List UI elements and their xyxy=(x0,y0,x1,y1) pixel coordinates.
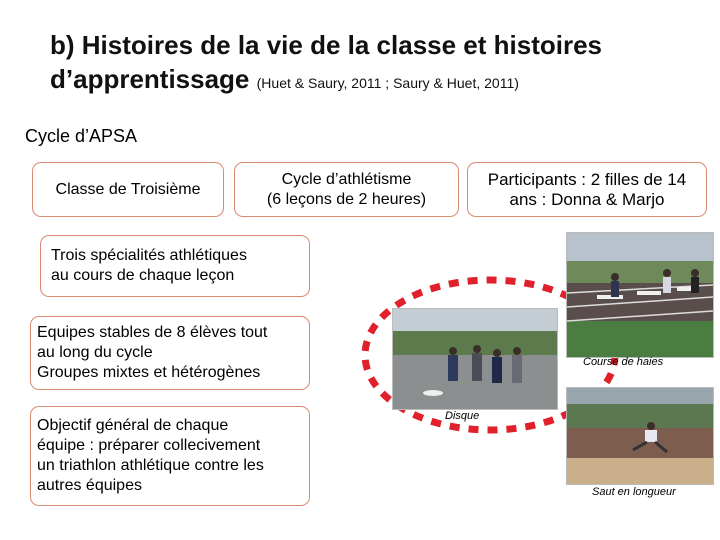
objectif-box xyxy=(30,406,310,506)
equipes-box xyxy=(30,316,310,390)
discus-photo xyxy=(392,308,558,410)
slide-title xyxy=(50,28,710,100)
participants-box xyxy=(467,162,707,217)
objectif-line-1: Objectif général de chaque xyxy=(37,417,229,434)
long-jump-photo xyxy=(566,387,714,485)
objectif-line-4: autres équipes xyxy=(37,477,142,494)
specialites-line-1: Trois spécialités athlétiques xyxy=(51,247,247,264)
participants-line-1: Participants : 2 filles de 14 xyxy=(487,169,687,189)
section-heading: Cycle d’APSA xyxy=(25,126,138,146)
cycle-text xyxy=(267,170,426,210)
hurdles-photo xyxy=(566,232,714,358)
title-line-1: b) Histoires de la vie de la classe et histoires xyxy=(50,30,603,60)
cycle-line-1: Cycle d’athlétisme xyxy=(281,170,412,188)
title-line-2-text: d’apprentissage xyxy=(50,64,250,94)
equipes-line-1: Equipes stables de 8 élèves tout xyxy=(37,324,268,341)
classe-text: Classe de Troisième xyxy=(55,180,201,198)
specialites-line-2: au cours de chaque leçon xyxy=(51,267,235,284)
participants-text xyxy=(488,170,686,210)
participants-line-2: ans : Donna & Marjo xyxy=(509,189,665,209)
equipes-line-3: Groupes mixtes et hétérogènes xyxy=(37,364,261,381)
title-citation: (Huet & Saury, 2011 ; Saury & Huet, 2011) xyxy=(256,75,519,91)
hurdles-caption: Course de haies xyxy=(583,356,664,368)
discus-caption: Disque xyxy=(445,410,480,422)
title-line-2 xyxy=(50,62,710,100)
equipes-line-2: au long du cycle xyxy=(37,344,153,361)
objectif-line-2: équipe : préparer collecivement xyxy=(37,437,261,454)
classe-box xyxy=(32,162,224,217)
cycle-box xyxy=(234,162,459,217)
long-jump-caption: Saut en longueur xyxy=(592,486,676,498)
specialites-box xyxy=(40,235,310,297)
cycle-line-2: (6 leçons de 2 heures) xyxy=(266,190,427,208)
objectif-line-3: un triathlon athlétique contre les xyxy=(37,457,264,474)
